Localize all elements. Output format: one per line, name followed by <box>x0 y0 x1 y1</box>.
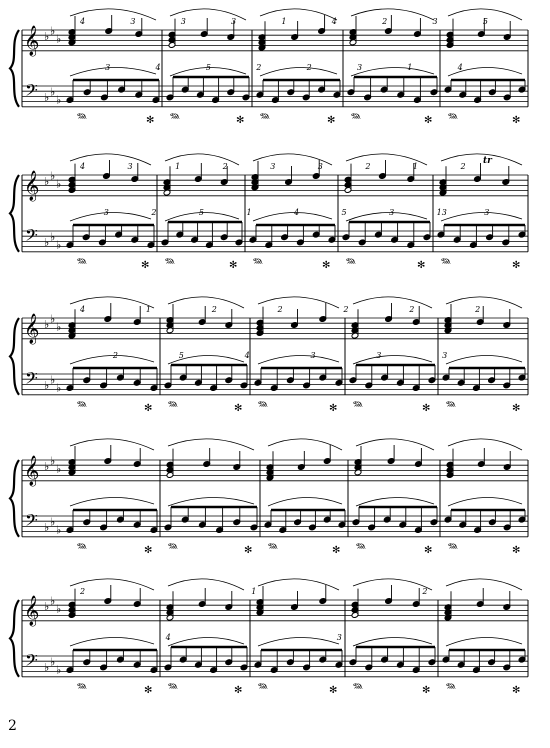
pedal-mark-icon: 𝆮 <box>446 396 456 415</box>
fingering-number: 5 <box>178 351 184 360</box>
pedal-mark-icon: 𝆮 <box>446 678 456 697</box>
slur <box>353 637 432 646</box>
slur <box>353 579 432 590</box>
slur <box>346 212 427 221</box>
staff-system-5 <box>10 579 528 697</box>
pedal-release-icon: ✻ <box>512 402 521 414</box>
brace <box>10 30 19 107</box>
pedal-release-icon: ✻ <box>234 402 243 414</box>
pedal-release-icon: ✻ <box>322 259 331 271</box>
fingering-number: 3 <box>432 17 438 26</box>
flat-icon: ♭ <box>50 373 56 387</box>
slur <box>168 297 244 308</box>
brace <box>10 460 19 537</box>
pedal-mark-icon: 𝆮 <box>441 253 451 272</box>
pedal-release-icon: ✻ <box>141 259 150 271</box>
pedal-release-icon: ✻ <box>512 114 521 126</box>
fingering-number: 1 <box>251 587 257 596</box>
slur <box>258 297 339 308</box>
flat-icon: ♭ <box>44 379 50 392</box>
fingering-number: 1 <box>145 305 151 314</box>
fingering-number: 4 <box>80 162 86 171</box>
pedal-release-icon: ✻ <box>422 402 431 414</box>
flat-icon: ♭ <box>44 661 50 674</box>
fingering-number: 2 <box>256 63 262 72</box>
fingering-number: 3 <box>376 351 382 360</box>
bass-clef-icon: 𝄢 <box>25 510 38 534</box>
flat-icon: ♭ <box>44 521 50 534</box>
slur <box>70 67 156 76</box>
slur <box>70 637 154 646</box>
pedal-mark-icon: 𝆮 <box>253 253 263 272</box>
slur <box>448 497 522 506</box>
fingering-number: 2 <box>460 162 466 171</box>
flat-icon: ♭ <box>44 91 50 104</box>
staff-system-2 <box>10 154 528 272</box>
pedal-mark-icon: 𝆮 <box>258 396 268 415</box>
flat-icon: ♭ <box>56 32 62 46</box>
slur <box>260 9 337 20</box>
fingering-number: 3 <box>336 633 342 642</box>
slur <box>253 212 332 221</box>
pedal-mark-icon: 𝆮 <box>168 538 178 557</box>
slur <box>258 355 339 364</box>
flat-icon: ♭ <box>50 24 56 38</box>
pedal-mark-icon: 𝆮 <box>77 108 87 127</box>
pedal-mark-icon: 𝆮 <box>168 396 178 415</box>
pedal-mark-icon: 𝆮 <box>268 538 278 557</box>
slur <box>268 497 342 506</box>
fingering-number: 1 <box>407 63 413 72</box>
flat-icon: ♭ <box>44 460 50 473</box>
trill-mark: tr <box>483 156 492 166</box>
fingering-number: 4 <box>155 63 161 72</box>
fingering-number: 3 <box>180 17 186 26</box>
pedal-release-icon: ✻ <box>512 684 521 696</box>
pedal-mark-icon: 𝆮 <box>165 253 175 272</box>
flat-icon: ♭ <box>50 312 56 326</box>
fingering-number: 4 <box>294 208 300 217</box>
flat-icon: ♭ <box>50 454 56 468</box>
fingering-number: 1 <box>175 162 181 171</box>
pedal-mark-icon: 𝆮 <box>346 253 356 272</box>
flat-icon: ♭ <box>56 381 62 395</box>
fingering-number: 3 <box>130 17 136 26</box>
slur <box>441 154 522 165</box>
flat-icon: ♭ <box>56 320 62 334</box>
slur <box>351 67 434 76</box>
slur <box>446 297 522 308</box>
treble-clef-icon: 𝄞 <box>24 596 40 626</box>
pedal-release-icon: ✻ <box>327 114 336 126</box>
flat-icon: ♭ <box>50 594 56 608</box>
pedal-release-icon: ✻ <box>144 684 153 696</box>
slur <box>448 439 522 450</box>
slur <box>260 67 337 76</box>
fingering-number: 5 <box>341 208 347 217</box>
slur <box>258 579 339 590</box>
fingering-number: 3 <box>127 162 133 171</box>
pedal-release-icon: ✻ <box>332 544 341 556</box>
fingering-number: 3 <box>442 351 448 360</box>
pedal-mark-icon: 𝆮 <box>356 538 366 557</box>
slur <box>258 637 339 646</box>
flat-icon: ♭ <box>44 30 50 43</box>
pedal-mark-icon: 𝆮 <box>168 678 178 697</box>
treble-clef-icon: 𝄞 <box>24 171 40 201</box>
fingering-number: 2 <box>422 587 428 596</box>
flat-icon: ♭ <box>56 523 62 537</box>
fingering-number: 3 <box>356 63 363 72</box>
pedal-mark-icon: 𝆮 <box>258 678 268 697</box>
slur <box>351 9 434 20</box>
pedal-mark-icon: 𝆮 <box>77 678 87 697</box>
flat-icon: ♭ <box>50 515 56 529</box>
slur <box>353 297 432 308</box>
pedal-mark-icon: 𝆮 <box>77 396 87 415</box>
fingering-number: 3 <box>389 208 395 217</box>
pedal-release-icon: ✻ <box>422 684 431 696</box>
pedal-mark-icon: 𝆮 <box>353 396 363 415</box>
pedal-release-icon: ✻ <box>417 259 426 271</box>
slur <box>70 497 154 506</box>
fingering-number: 2 <box>306 63 312 72</box>
flat-icon: ♭ <box>50 230 56 244</box>
treble-clef-icon: 𝄞 <box>24 314 40 344</box>
pedal-mark-icon: 𝆮 <box>448 538 458 557</box>
staff-system-1 <box>10 9 528 127</box>
fingering-number: 1 <box>246 208 252 217</box>
fingering-number: 5 <box>198 208 204 217</box>
treble-clef-icon: 𝄞 <box>24 456 40 486</box>
slur <box>168 637 244 646</box>
fingering-number: 4 <box>80 305 86 314</box>
fingering-number: 4 <box>457 63 463 72</box>
slur <box>356 497 434 506</box>
pedal-release-icon: ✻ <box>244 544 253 556</box>
slur <box>446 637 522 646</box>
fingering-number: 2 <box>365 162 371 171</box>
page-number: 2 <box>8 718 17 734</box>
pedal-release-icon: ✻ <box>512 544 521 556</box>
flat-icon: ♭ <box>44 318 50 331</box>
fingering-number: 2 <box>211 305 217 314</box>
slur <box>168 439 254 450</box>
pedal-release-icon: ✻ <box>329 684 338 696</box>
slur <box>446 579 522 590</box>
pedal-release-icon: ✻ <box>144 402 153 414</box>
slur <box>168 497 254 506</box>
pedal-release-icon: ✻ <box>236 114 245 126</box>
slur <box>446 355 522 364</box>
fingering-number: 2 <box>151 208 157 217</box>
slur <box>268 439 342 450</box>
flat-icon: ♭ <box>56 602 62 616</box>
pedal-mark-icon: 𝆮 <box>448 108 458 127</box>
flat-icon: ♭ <box>44 236 50 249</box>
flat-icon: ♭ <box>44 600 50 613</box>
brace <box>10 175 19 252</box>
flat-icon: ♭ <box>56 238 62 252</box>
flat-icon: ♭ <box>50 169 56 183</box>
bass-clef-icon: 𝄢 <box>25 225 38 249</box>
staff-system-3 <box>10 297 528 415</box>
slur <box>441 212 522 221</box>
slur <box>356 439 434 450</box>
flat-icon: ♭ <box>44 175 50 188</box>
pedal-mark-icon: 𝆮 <box>260 108 270 127</box>
brace <box>10 600 19 677</box>
pedal-release-icon: ✻ <box>146 114 155 126</box>
fingering-number: 4 <box>331 17 337 26</box>
slur <box>168 579 244 590</box>
fingering-number: 4 <box>165 633 171 642</box>
pedal-release-icon: ✻ <box>234 684 243 696</box>
slur <box>353 355 432 364</box>
flat-icon: ♭ <box>56 462 62 476</box>
fingering-number: 4 <box>80 17 86 26</box>
fingering-number: 2 <box>475 305 481 314</box>
slur <box>70 439 154 450</box>
fingering-number: 13 <box>436 208 447 217</box>
fingering-number: 2 <box>112 351 119 360</box>
fingering-number: 2 <box>382 17 388 26</box>
fingering-number: 2 <box>222 162 228 171</box>
flat-icon: ♭ <box>56 663 62 677</box>
fingering-number: 5 <box>205 63 211 72</box>
pedal-release-icon: ✻ <box>424 114 433 126</box>
fingering-number: 4 <box>244 351 250 360</box>
fingering-number: 1 <box>281 17 287 26</box>
staff-system-4 <box>10 439 528 557</box>
bass-clef-icon: 𝄢 <box>25 80 38 104</box>
pedal-mark-icon: 𝆮 <box>77 538 87 557</box>
bass-clef-icon: 𝄢 <box>25 650 38 674</box>
flat-icon: ♭ <box>56 177 62 191</box>
flat-icon: ♭ <box>50 85 56 99</box>
pedal-mark-icon: 𝆮 <box>353 678 363 697</box>
fingering-number: 2 <box>343 305 349 314</box>
fingering-number: 1 <box>412 162 418 171</box>
pedal-release-icon: ✻ <box>424 544 433 556</box>
pedal-release-icon: ✻ <box>144 544 153 556</box>
fingering-number: 2 <box>277 305 283 314</box>
pedal-release-icon: ✻ <box>229 259 238 271</box>
fingering-number: 2 <box>409 305 415 314</box>
treble-clef-icon: 𝄞 <box>24 26 40 56</box>
flat-icon: ♭ <box>50 655 56 669</box>
bass-clef-icon: 𝄢 <box>25 368 38 392</box>
pedal-release-icon: ✻ <box>512 259 521 271</box>
fingering-number: 3 <box>270 162 276 171</box>
pedal-release-icon: ✻ <box>329 402 338 414</box>
fingering-number: 5 <box>482 17 488 26</box>
fingering-number: 2 <box>80 587 86 596</box>
brace <box>10 318 19 395</box>
fingering-number: 3 <box>484 208 490 217</box>
fingering-number: 3 <box>105 63 111 72</box>
pedal-mark-icon: 𝆮 <box>77 253 87 272</box>
fingering-number: 3 <box>310 351 316 360</box>
fingering-number: 3 <box>103 208 109 217</box>
fingering-number: 3 <box>231 17 237 26</box>
flat-icon: ♭ <box>56 93 62 107</box>
pedal-mark-icon: 𝆮 <box>170 108 180 127</box>
slur <box>70 212 151 221</box>
pedal-mark-icon: 𝆮 <box>351 108 361 127</box>
fingering-number: 3 <box>317 162 323 171</box>
